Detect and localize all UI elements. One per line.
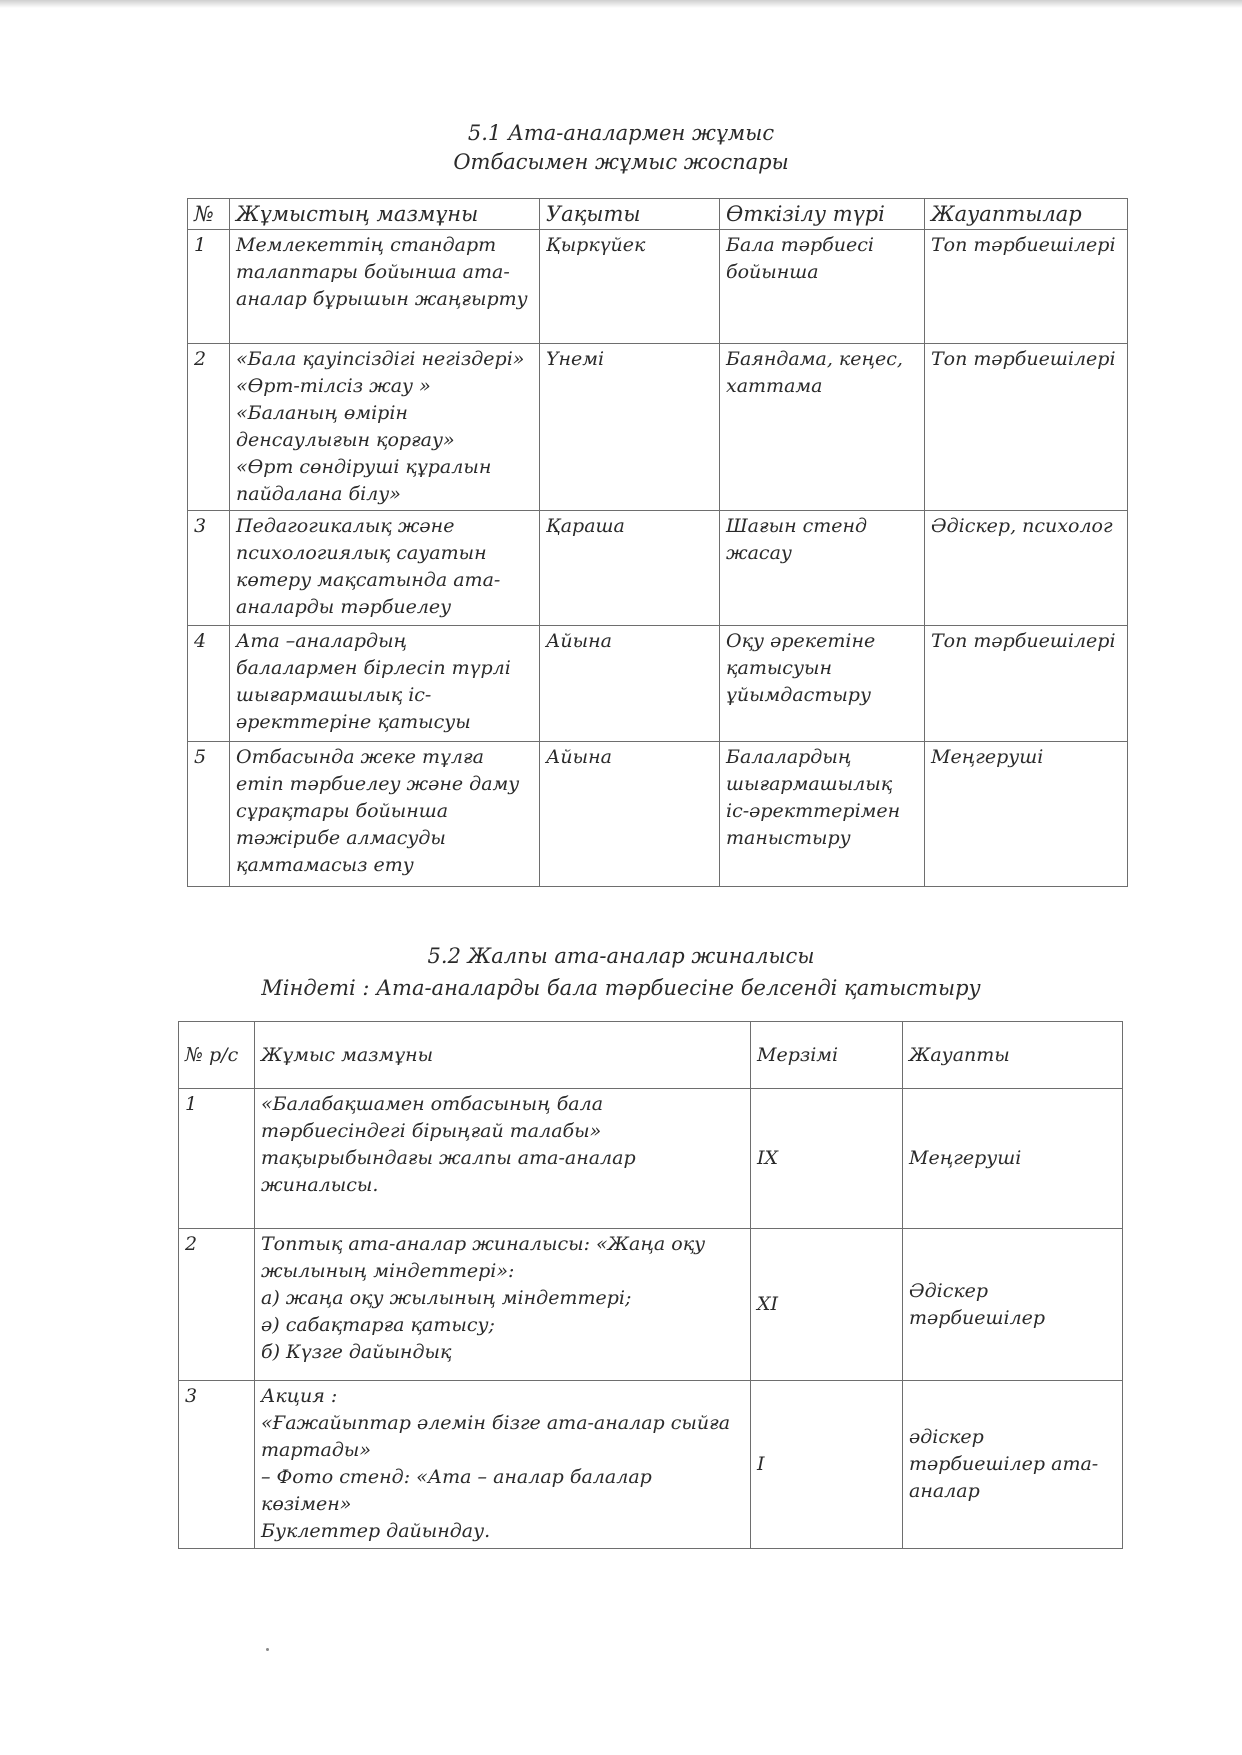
content-line: Топтық ата-аналар жиналысы: «Жаңа оқу жылының міндеттері»: bbox=[261, 1233, 706, 1282]
content-line: «Өрт сөндіруші құралын пайдалана білу» bbox=[236, 456, 492, 505]
header-content: Жұмыстың мазмұны bbox=[230, 199, 540, 230]
content-line: – Фото стенд: «Ата – аналар балалар көзімен» bbox=[261, 1466, 652, 1515]
section2-subtitle: Міндеті : Ата-аналарды бала тәрбиесіне белсенді қатыстыру bbox=[261, 976, 981, 1000]
row-term: XI bbox=[751, 1229, 903, 1381]
table-header-row bbox=[188, 199, 1128, 230]
row-responsible: Топ тәрбиешілері bbox=[925, 626, 1128, 742]
table-row bbox=[188, 511, 1128, 626]
content-line: Буклеттер дайындау. bbox=[261, 1520, 491, 1542]
row-responsible: Топ тәрбиешілері bbox=[925, 344, 1128, 511]
row-number: 1 bbox=[188, 230, 230, 344]
table-row bbox=[188, 230, 1128, 344]
row-form: Балалардың шығармашылық іс-әректтерімен таныстыру bbox=[720, 742, 925, 887]
content-line: «Ғажайыптар әлемін бізге ата-аналар сыйға тартады» bbox=[261, 1412, 731, 1461]
row-number: 1 bbox=[179, 1089, 255, 1229]
section1-subtitle: Отбасымен жұмыс жоспары bbox=[453, 150, 789, 174]
content-line: «Бала қауіпсіздігі негіздері» bbox=[236, 348, 525, 370]
row-time: Айына bbox=[540, 742, 720, 887]
scan-edge bbox=[0, 0, 1242, 8]
content-line: а) жаңа оқу жылының міндеттері; bbox=[261, 1287, 632, 1309]
row-responsible: Әдіскер, психолог bbox=[925, 511, 1128, 626]
family-work-plan-table bbox=[187, 198, 1128, 887]
row-number: 2 bbox=[188, 344, 230, 511]
header-number: № р/с bbox=[179, 1022, 255, 1089]
table-row bbox=[188, 626, 1128, 742]
content-line: «Баланың өмірін денсаулығын қорғау» bbox=[236, 402, 455, 451]
row-term: I bbox=[751, 1381, 903, 1549]
content-line: «Балабақшамен отбасының бала тәрбиесіндегі бірыңғай талабы» тақырыбындағы жалпы ата-аналар жиналысы. bbox=[261, 1093, 636, 1196]
row-responsible: Меңгеруші bbox=[903, 1089, 1123, 1229]
content-line: ә) сабақтарға қатысу; bbox=[261, 1314, 495, 1336]
row-responsible: Топ тәрбиешілері bbox=[925, 230, 1128, 344]
row-time: Үнемі bbox=[540, 344, 720, 511]
row-number: 3 bbox=[179, 1381, 255, 1549]
table-row bbox=[179, 1381, 1123, 1549]
section2-title: 5.2 Жалпы ата-аналар жиналысы bbox=[427, 944, 815, 968]
row-content bbox=[255, 1089, 751, 1229]
header-content: Жұмыс мазмұны bbox=[255, 1022, 751, 1089]
row-responsible: Меңгеруші bbox=[925, 742, 1128, 887]
row-content: Ата –аналардың балалармен бірлесіп түрлі шығармашылық іс-әректтеріне қатысуы bbox=[230, 626, 540, 742]
row-content: Отбасында жеке тұлға етіп тәрбиелеу және даму сұрақтары бойынша тәжірибе алмасуды қамтамасыз ету bbox=[230, 742, 540, 887]
content-line: «Өрт-тілсіз жау » bbox=[236, 375, 431, 397]
row-content bbox=[230, 344, 540, 511]
row-time: Айына bbox=[540, 626, 720, 742]
row-responsible: әдіскер тәрбиешілер ата-аналар bbox=[903, 1381, 1123, 1549]
header-number: № bbox=[188, 199, 230, 230]
header-term: Мерзімі bbox=[751, 1022, 903, 1089]
header-form: Өткізілу түрі bbox=[720, 199, 925, 230]
header-responsible: Жауапты bbox=[903, 1022, 1123, 1089]
row-number: 2 bbox=[179, 1229, 255, 1381]
row-number: 5 bbox=[188, 742, 230, 887]
content-line: Акция : bbox=[261, 1385, 338, 1407]
row-content bbox=[255, 1229, 751, 1381]
header-time: Уақыты bbox=[540, 199, 720, 230]
content-line: б) Күзге дайындық bbox=[261, 1341, 452, 1363]
row-number: 3 bbox=[188, 511, 230, 626]
section1-title: 5.1 Ата-аналармен жұмыс bbox=[467, 121, 775, 145]
table-row bbox=[179, 1089, 1123, 1229]
table-row bbox=[179, 1229, 1123, 1381]
table-row bbox=[188, 344, 1128, 511]
row-content bbox=[255, 1381, 751, 1549]
row-number: 4 bbox=[188, 626, 230, 742]
row-form: Баяндама, кеңес, хаттама bbox=[720, 344, 925, 511]
row-time: Қараша bbox=[540, 511, 720, 626]
row-responsible: Әдіскер тәрбиешілер bbox=[903, 1229, 1123, 1381]
header-responsible: Жауаптылар bbox=[925, 199, 1128, 230]
row-form: Оқу әрекетіне қатысуын ұйымдастыру bbox=[720, 626, 925, 742]
row-content: Мемлекеттің стандарт талаптары бойынша ата-аналар бұрышын жаңғырту bbox=[230, 230, 540, 344]
row-form: Бала тәрбиесі бойынша bbox=[720, 230, 925, 344]
row-content: Педагогикалық және психологиялық сауатын көтеру мақсатында ата-аналарды тәрбиелеу bbox=[230, 511, 540, 626]
row-time: Қыркүйек bbox=[540, 230, 720, 344]
row-term: IX bbox=[751, 1089, 903, 1229]
table-header-row bbox=[179, 1022, 1123, 1089]
table-row bbox=[188, 742, 1128, 887]
scan-dot bbox=[266, 1648, 269, 1651]
parents-meeting-table bbox=[178, 1021, 1123, 1549]
row-form: Шағын стенд жасау bbox=[720, 511, 925, 626]
